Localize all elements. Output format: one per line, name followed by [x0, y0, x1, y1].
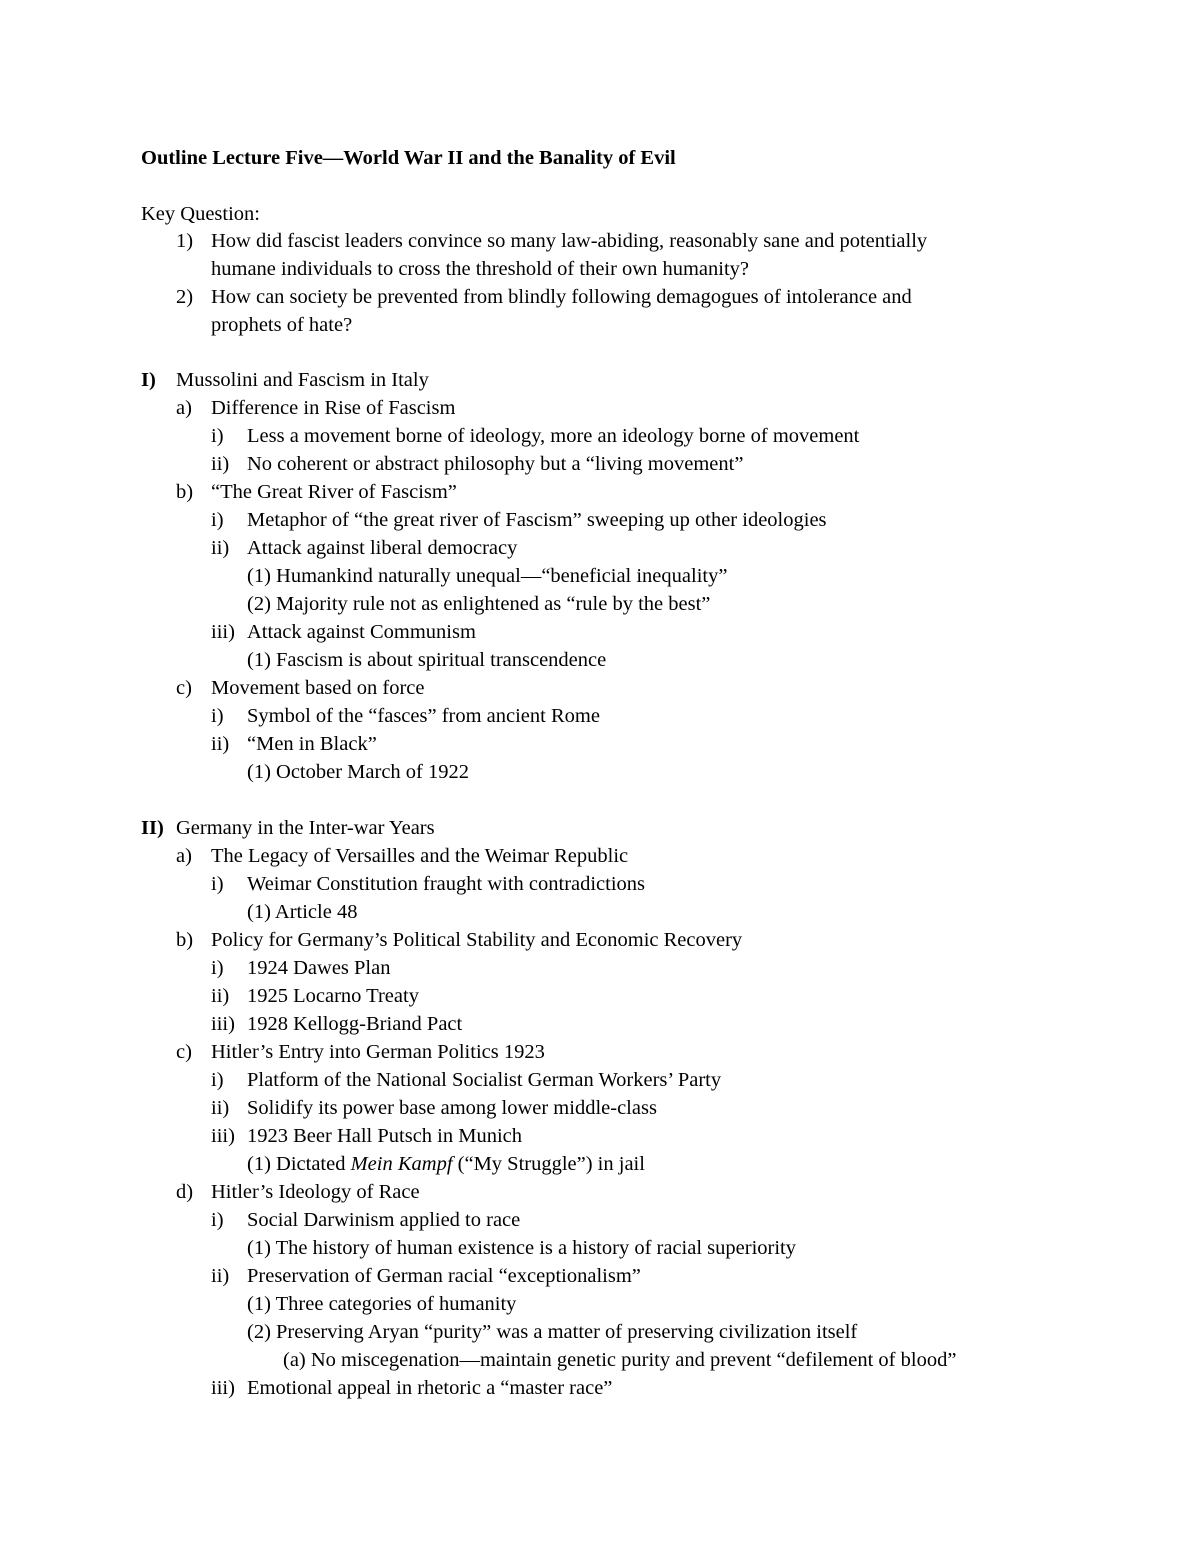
list-marker: iii) [211, 1377, 235, 1399]
list-marker: b) [176, 929, 194, 951]
outline-item: 1928 Kellogg-Briand Pact [247, 1013, 463, 1035]
list-marker: i) [211, 705, 224, 727]
outline-text: (1) Dictated [247, 1153, 351, 1175]
outline-item: Symbol of the “fasces” from ancient Rome [247, 705, 600, 727]
outline-item: Emotional appeal in rhetoric a “master race” [247, 1377, 613, 1399]
outline-text: (“My Struggle”) in jail [452, 1153, 645, 1175]
outline-item: “The Great River of Fascism” [211, 481, 457, 503]
outline-item: (a) No miscegenation—maintain genetic purity and prevent “defilement of blood” [283, 1349, 957, 1371]
list-marker: ii) [211, 537, 230, 559]
outline-item: Policy for Germany’s Political Stability and Economic Recovery [211, 929, 743, 951]
outline-item: 1925 Locarno Treaty [247, 985, 419, 1007]
list-marker: a) [176, 845, 192, 867]
list-marker: a) [176, 397, 192, 419]
list-marker: ii) [211, 733, 230, 755]
list-marker: i) [211, 873, 224, 895]
list-marker: ii) [211, 1265, 230, 1287]
section-2-heading: Germany in the Inter-war Years [176, 817, 435, 839]
outline-item: The Legacy of Versailles and the Weimar Republic [211, 845, 629, 867]
outline-item: (2) Majority rule not as enlightened as “rule by the best” [247, 593, 711, 615]
outline-item: Hitler’s Ideology of Race [211, 1181, 420, 1203]
outline-item: (1) Article 48 [247, 901, 358, 923]
list-marker: d) [176, 1181, 194, 1203]
list-marker: i) [211, 1209, 224, 1231]
outline-item: (1) Three categories of humanity [247, 1293, 517, 1315]
outline-item: (1) The history of human existence is a history of racial superiority [247, 1237, 796, 1259]
key-question-2-line-1: How can society be prevented from blindly following demagogues of intolerance and [211, 286, 912, 308]
outline-item [247, 1152, 645, 1176]
document-title: Outline Lecture Five—World War II and the Banality of Evil [141, 147, 676, 169]
outline-item: Movement based on force [211, 677, 425, 699]
outline-item: No coherent or abstract philosophy but a “living movement” [247, 453, 744, 475]
key-question-2-line-2: prophets of hate? [211, 314, 353, 336]
list-marker: ii) [211, 1097, 230, 1119]
list-marker: i) [211, 1069, 224, 1091]
outline-item: Attack against Communism [247, 621, 476, 643]
list-marker: 2) [176, 286, 194, 308]
list-marker: b) [176, 481, 194, 503]
outline-item: 1924 Dawes Plan [247, 957, 391, 979]
list-marker: i) [211, 957, 224, 979]
list-marker: 1) [176, 230, 194, 252]
outline-item: (1) Humankind naturally unequal—“beneficial inequality” [247, 565, 728, 587]
key-question-heading: Key Question: [141, 203, 260, 225]
book-title: Mein Kampf [350, 1153, 453, 1175]
outline-item: Social Darwinism applied to race [247, 1209, 521, 1231]
outline-item: Metaphor of “the great river of Fascism” sweeping up other ideologies [247, 509, 827, 531]
outline-item: Platform of the National Socialist German Workers’ Party [247, 1069, 722, 1091]
list-marker: iii) [211, 1013, 235, 1035]
outline-item: (1) Fascism is about spiritual transcendence [247, 649, 607, 671]
outline-item: Difference in Rise of Fascism [211, 397, 456, 419]
outline-item: (1) October March of 1922 [247, 761, 470, 783]
outline-item: (2) Preserving Aryan “purity” was a matter of preserving civilization itself [247, 1321, 858, 1343]
outline-item: Attack against liberal democracy [247, 537, 518, 559]
outline-item: Preservation of German racial “exceptionalism” [247, 1265, 641, 1287]
outline-item: 1923 Beer Hall Putsch in Munich [247, 1125, 523, 1147]
outline-item: “Men in Black” [247, 733, 377, 755]
section-marker: I) [141, 369, 156, 391]
list-marker: ii) [211, 985, 230, 1007]
list-marker: c) [176, 1041, 192, 1063]
section-1-heading: Mussolini and Fascism in Italy [176, 369, 429, 391]
outline-item: Less a movement borne of ideology, more an ideology borne of movement [247, 425, 860, 447]
key-question-1-line-2: humane individuals to cross the threshold of their own humanity? [211, 258, 750, 280]
list-marker: ii) [211, 453, 230, 475]
list-marker: iii) [211, 1125, 235, 1147]
outline-item: Solidify its power base among lower middle-class [247, 1097, 657, 1119]
list-marker: iii) [211, 621, 235, 643]
list-marker: i) [211, 425, 224, 447]
section-marker: II) [141, 817, 164, 839]
outline-item: Hitler’s Entry into German Politics 1923 [211, 1041, 545, 1063]
list-marker: c) [176, 677, 192, 699]
outline-item: Weimar Constitution fraught with contradictions [247, 873, 646, 895]
list-marker: i) [211, 509, 224, 531]
key-question-1-line-1: How did fascist leaders convince so many law-abiding, reasonably sane and potentially [211, 230, 928, 252]
